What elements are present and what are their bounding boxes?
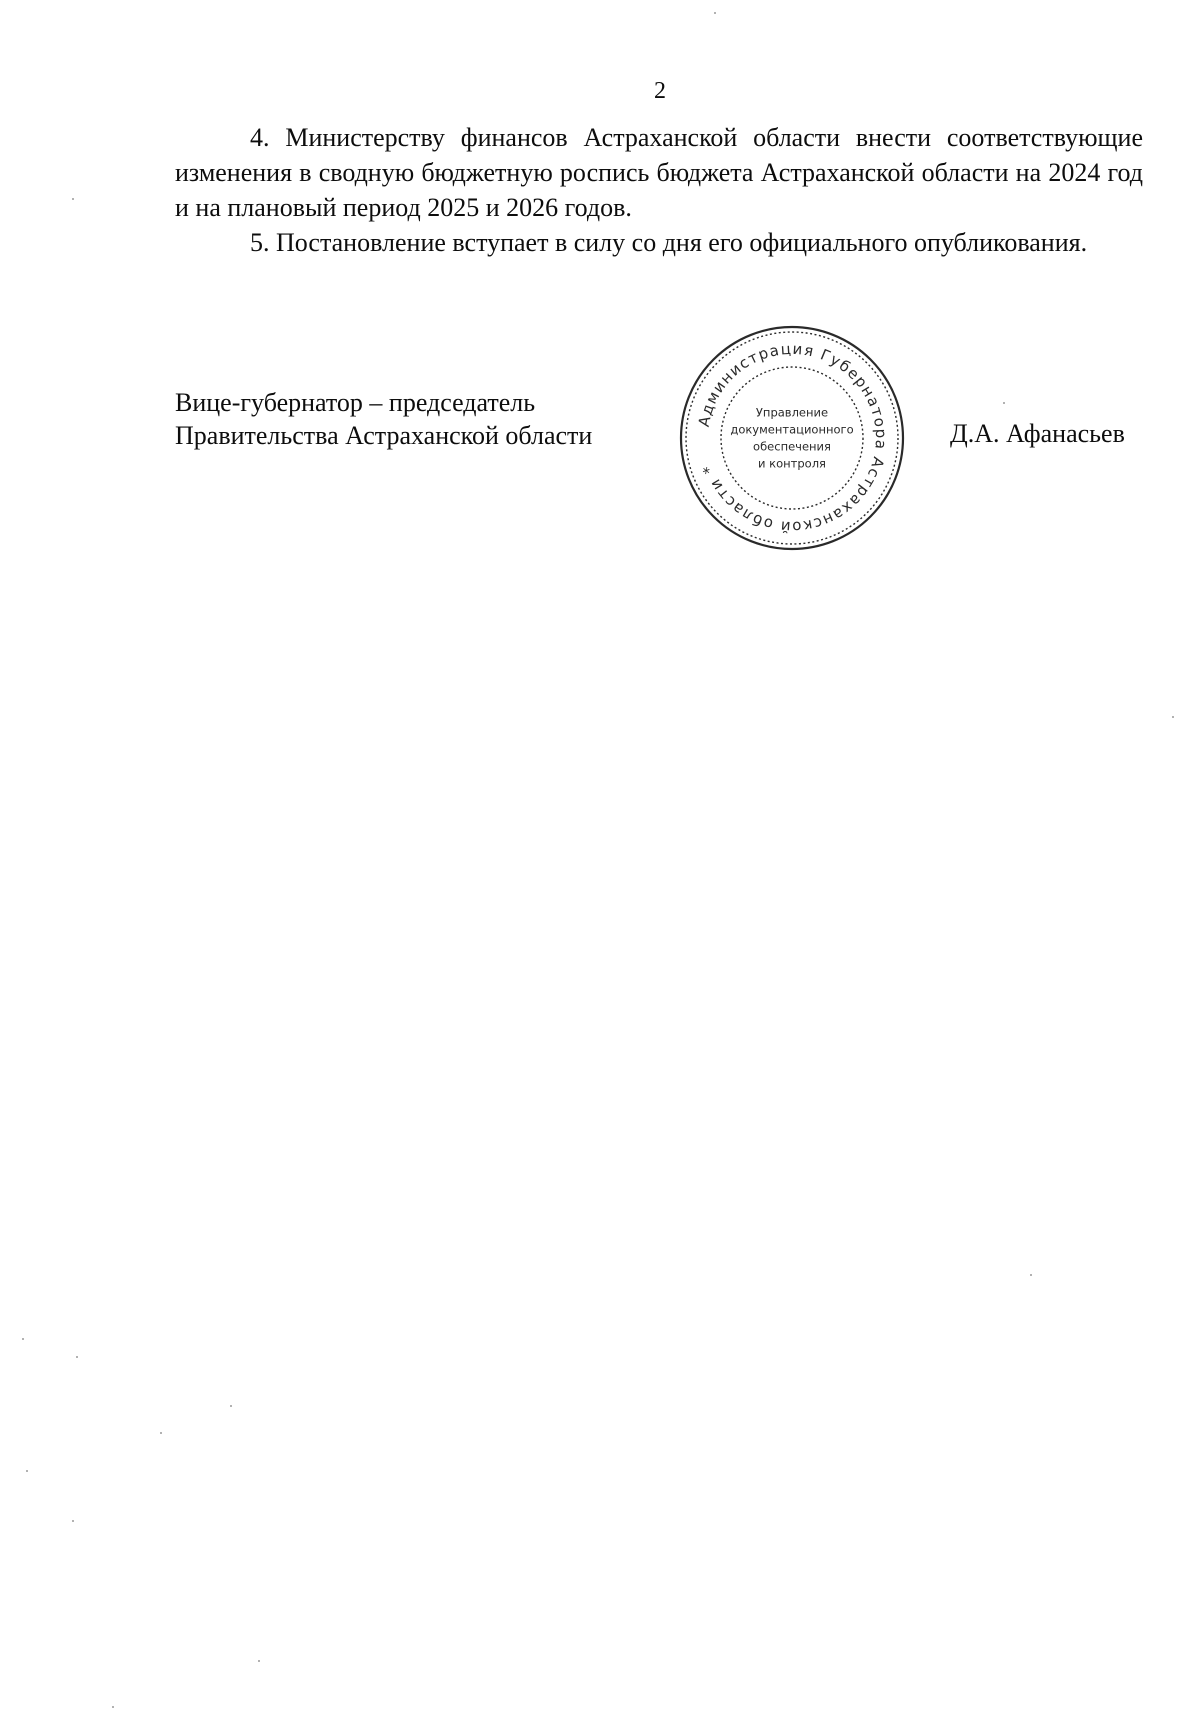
- scan-speck: [1172, 716, 1174, 718]
- paragraph-4: 4. Министерству финансов Астраханской области внести соответствующие изменения в сводную бюджетную роспись бюджета Астраханской области на 2024 год и на плановый период 2025 и 2026 годов.: [175, 123, 1143, 222]
- scan-speck: [26, 1470, 28, 1472]
- seal-ring-text: Администрация Губернатора Астраханской области *: [694, 339, 891, 537]
- seal-graphic: [678, 324, 906, 552]
- scan-speck: [112, 1706, 114, 1708]
- seal-center-line: и контроля: [758, 456, 826, 471]
- seal-outer-ring: [681, 327, 903, 549]
- seal-center-text: [730, 406, 853, 471]
- official-seal: [678, 324, 906, 552]
- scan-speck: [258, 1660, 260, 1662]
- document-body: [175, 120, 1143, 260]
- scan-speck: [22, 1338, 24, 1340]
- scan-speck: [160, 1432, 162, 1434]
- seal-inner-ring: [721, 367, 863, 509]
- scan-speck: [72, 1520, 74, 1522]
- scan-speck: [76, 1356, 78, 1358]
- signatory-position: [175, 386, 592, 452]
- signatory-position-line-1: Вице-губернатор – председатель: [175, 388, 536, 417]
- seal-center-line: Управление: [755, 405, 829, 420]
- page-number: 2: [654, 78, 666, 104]
- signatory-position-line-2: Правительства Астраханской области: [175, 421, 593, 450]
- paragraph-5: 5. Постановление вступает в силу со дня его официального опубликования.: [250, 228, 1088, 257]
- seal-dotted-ring: [686, 332, 898, 544]
- scan-speck: [72, 198, 74, 200]
- scan-speck: [714, 12, 716, 14]
- signatory-name: Д.А. Афанасьев: [950, 419, 1125, 448]
- scan-speck: [230, 1405, 232, 1407]
- seal-center-line: документационного: [730, 422, 854, 437]
- seal-center-line: обеспечения: [753, 439, 831, 454]
- scan-speck: [1003, 402, 1005, 404]
- scan-speck: [1030, 1274, 1032, 1276]
